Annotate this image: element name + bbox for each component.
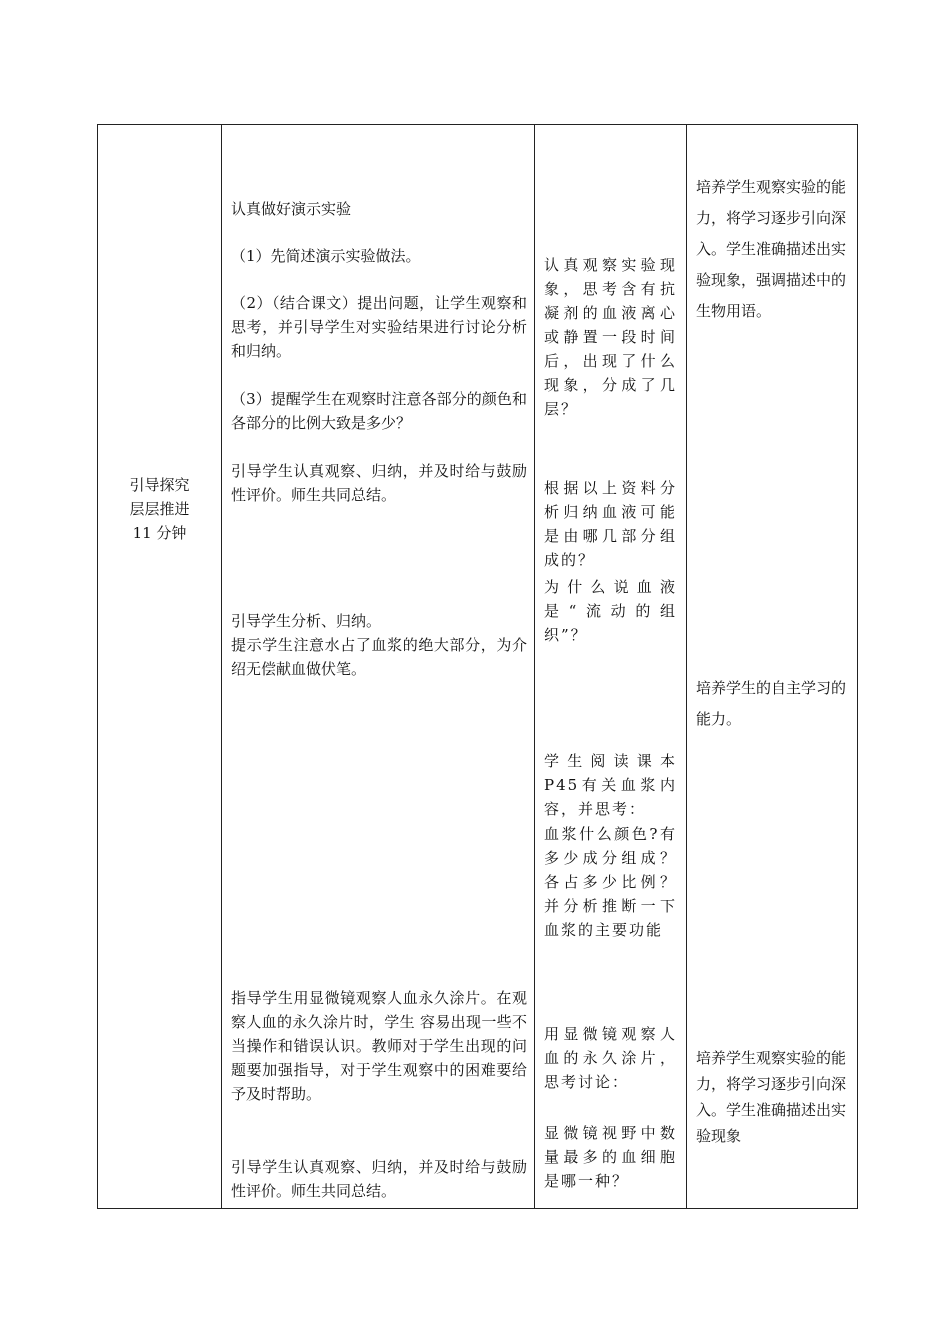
- stage-line-2: 层层推进: [129, 500, 190, 518]
- teacher-text: （3）提醒学生在观察时注意各部分的颜色和各部分的比例大致是多少？: [231, 390, 527, 432]
- teacher-text: （2）（结合课文）提出问题，让学生观察和思考，并引导学生对实验结果进行讨论分析和归纳。: [231, 294, 527, 360]
- student-text: 根据以上资料分析归纳血液可能是由哪几部分组成的？: [544, 479, 677, 569]
- teacher-text: 引导学生认真观察、归纳，并及时给与鼓励性评价。师生共同总结。: [231, 1158, 527, 1200]
- teacher-text: 引导学生认真观察、归纳，并及时给与鼓励性评价。师生共同总结。: [231, 462, 527, 504]
- teacher-text: 引导学生分析、归纳。: [231, 612, 382, 630]
- intent-text: 培养学生的自主学习的能力。: [696, 679, 847, 728]
- student-text: 血浆什么颜色?有多少成分组成？各占多少比例？并分析推断一下血浆的主要功能: [544, 825, 677, 939]
- design-intent-cell: [687, 125, 858, 1209]
- stage-line-1: 引导探究: [129, 476, 190, 494]
- student-activity-cell: [535, 125, 687, 1209]
- stage-label: [98, 473, 221, 545]
- student-text: 显微镜视野中数量最多的血细胞是哪一种？: [544, 1124, 677, 1190]
- intent-text: 培养学生观察实验的能力，将学习逐步引向深入。学生准确描述出实验现象: [696, 1049, 847, 1145]
- stage-cell: [98, 125, 222, 1209]
- teacher-activity-cell: [222, 125, 535, 1209]
- table-row: [98, 125, 858, 1209]
- teacher-text: 提示学生注意水占了血浆的绝大部分，为介绍无偿献血做伏笔。: [231, 636, 527, 678]
- student-text: 为什么说血液是“流动的组织”？: [544, 578, 677, 644]
- stage-duration: 11 分钟: [132, 524, 187, 542]
- lesson-plan-table: [97, 124, 858, 1209]
- teacher-text: （1）先简述演示实验做法。: [231, 247, 421, 265]
- intent-text: 培养学生观察实验的能力，将学习逐步引向深入。学生准确描述出实验现象，强调描述中的生物用语。: [696, 178, 847, 320]
- teacher-text: 指导学生用显微镜观察人血永久涂片。在观察人血的永久涂片时，学生 容易出现一些不当操作和错误认识。教师对于学生出现的问题要加强指导，对于学生观察中的困难要给予及时帮助。: [231, 989, 527, 1103]
- student-text: 学生阅读课本P45有关血浆内容，并思考：: [544, 752, 677, 818]
- student-text: 认真观察实验现象，思考含有抗凝剂的血液离心或静置一段时间后，出现了什么现象，分成了几层？: [544, 256, 677, 418]
- student-text: 用显微镜观察人血的永久涂片，思考讨论：: [544, 1025, 677, 1091]
- teacher-text: 认真做好演示实验: [231, 200, 352, 218]
